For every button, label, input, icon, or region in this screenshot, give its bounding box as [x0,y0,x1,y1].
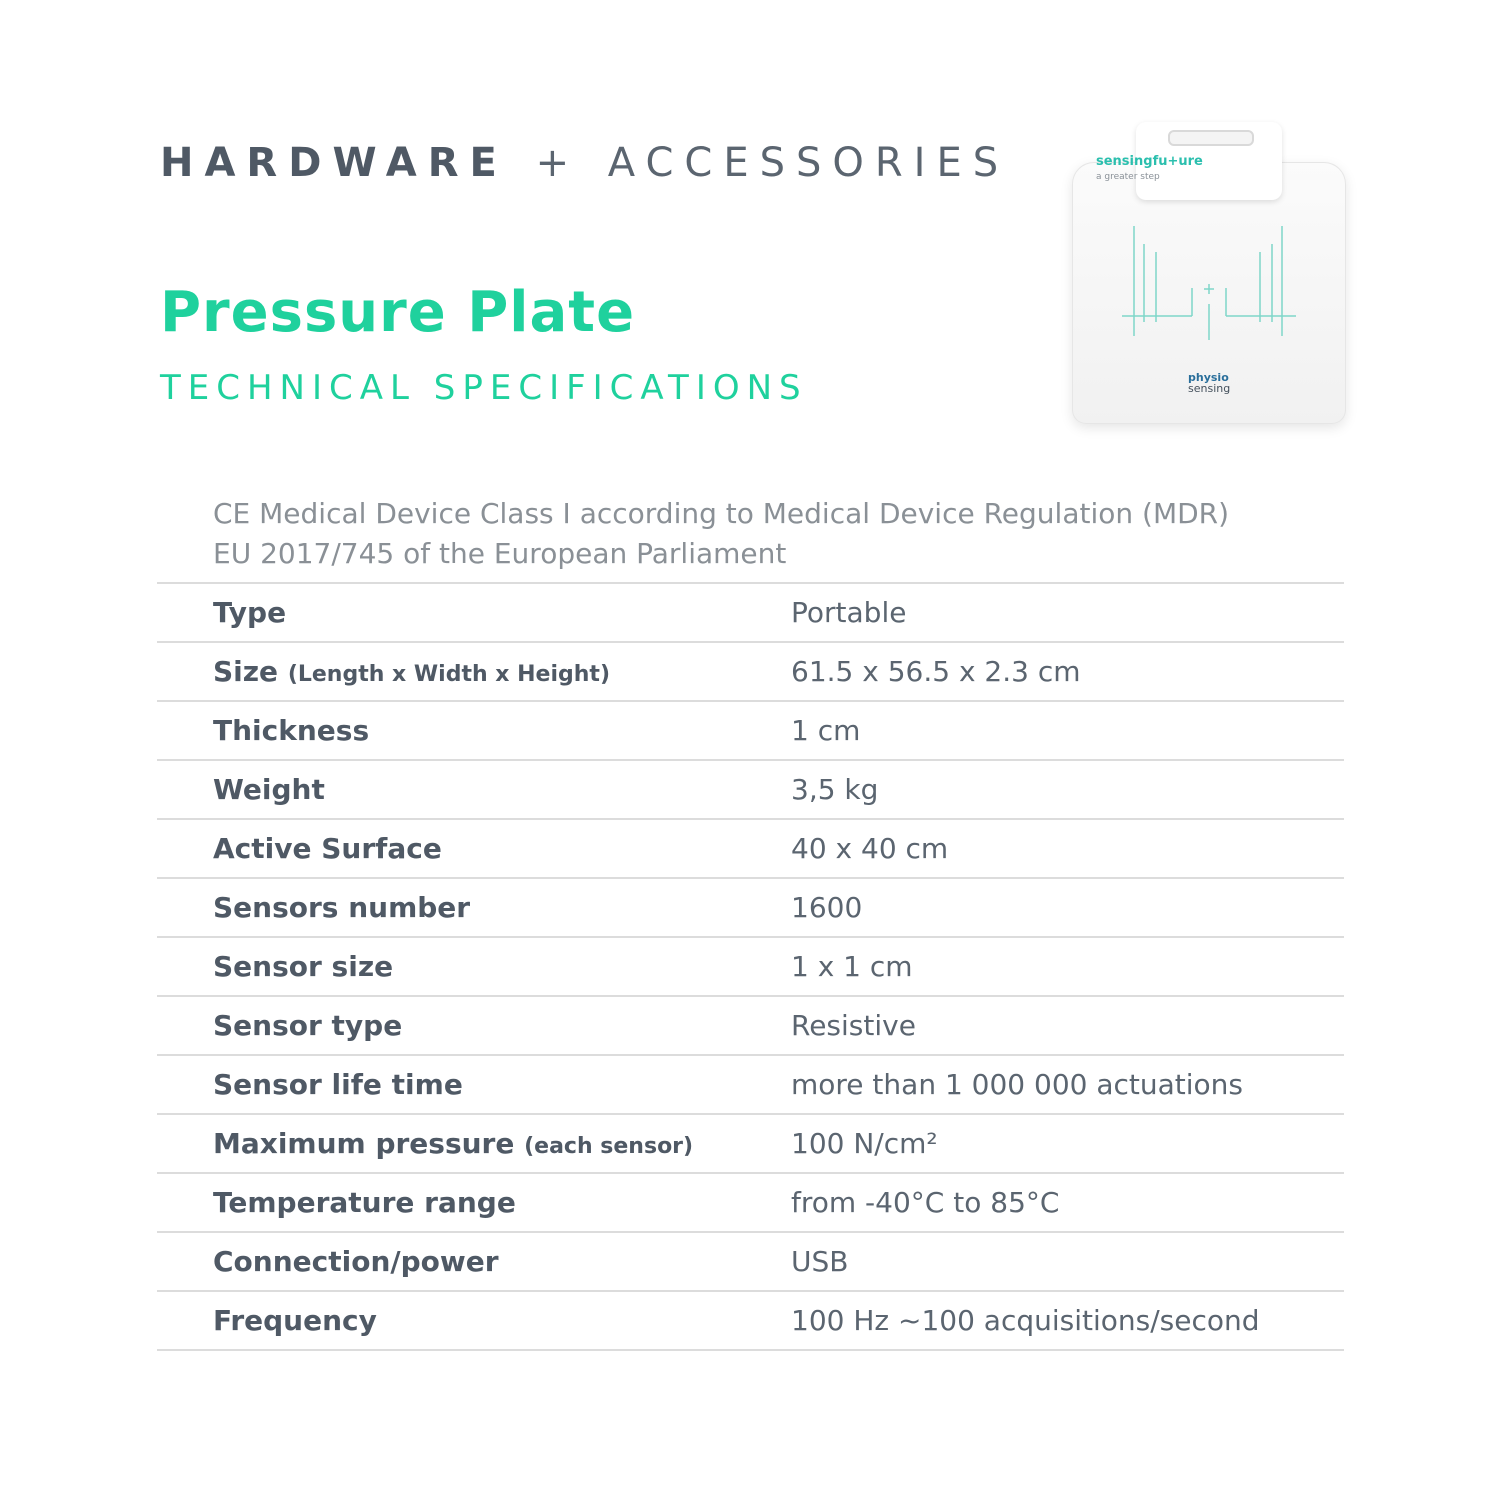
spec-value: more than 1 000 000 actuations [791,1068,1244,1101]
spec-row [157,1174,1344,1233]
spec-value: Portable [791,596,907,629]
product-image [1070,122,1350,432]
header-accessories: ACCESSORIES [607,140,1010,186]
spec-label: Frequency [213,1304,377,1337]
spec-label: Sensor type [213,1009,403,1042]
spec-row [157,997,1344,1056]
spec-value: USB [791,1245,849,1278]
spec-row [157,643,1344,702]
spec-value: 61.5 x 56.5 x 2.3 cm [791,655,1081,688]
spec-label: Temperature range [213,1186,516,1219]
page-subtitle: TECHNICAL SPECIFICATIONS [160,368,808,408]
spec-row [157,584,1344,643]
spec-label-note: (each sensor) [524,1134,694,1159]
spec-label: Maximum pressure (each sensor) [213,1127,694,1160]
spec-value: 100 Hz ~100 acquisitions/second [791,1304,1260,1337]
physio-sensing-logo [1188,372,1230,394]
spec-row [157,761,1344,820]
spec-value: Resistive [791,1009,916,1042]
header-hardware: HARDWARE [160,140,508,186]
hangtag-handle-hole [1168,130,1254,146]
spec-row [157,1233,1344,1292]
spec-value: 1600 [791,891,863,924]
spec-label: Weight [213,773,325,806]
page-title: Pressure Plate [160,280,636,345]
spec-label: Sensor size [213,950,394,983]
specifications-table [157,582,1344,1351]
certification-line-1: CE Medical Device Class I according to Medical Device Regulation (MDR) [213,497,1230,530]
spec-label: Connection/power [213,1245,499,1278]
spec-row [157,702,1344,761]
spec-value: 40 x 40 cm [791,832,949,865]
spec-label: Type [213,596,287,629]
spec-label-note: (Length x Width x Height) [287,662,611,687]
spec-value: 1 cm [791,714,861,747]
certification-line-2: EU 2017/745 of the European Parliament [213,537,787,570]
spec-value: 100 N/cm² [791,1127,938,1160]
spec-label: Size (Length x Width x Height) [213,655,611,688]
hangtag-brand: sensingfu+ure [1096,154,1203,169]
certification-note [213,494,1333,574]
spec-label: Sensors number [213,891,471,924]
spec-row [157,1115,1344,1174]
spec-value: 3,5 kg [791,773,879,806]
spec-value: from -40°C to 85°C [791,1186,1060,1219]
spec-row [157,1292,1344,1351]
spec-value: 1 x 1 cm [791,950,913,983]
spec-row [157,820,1344,879]
section-header [160,140,1009,186]
hangtag-tagline: a greater step [1096,172,1160,182]
spec-label: Thickness [213,714,370,747]
spec-label: Sensor life time [213,1068,463,1101]
spec-row [157,879,1344,938]
logo-sensing: sensing [1188,382,1231,395]
spec-row [157,938,1344,997]
spec-row [157,1056,1344,1115]
logo-physio: physio [1188,371,1229,384]
spec-label: Active Surface [213,832,442,865]
header-plus: + [535,140,581,186]
